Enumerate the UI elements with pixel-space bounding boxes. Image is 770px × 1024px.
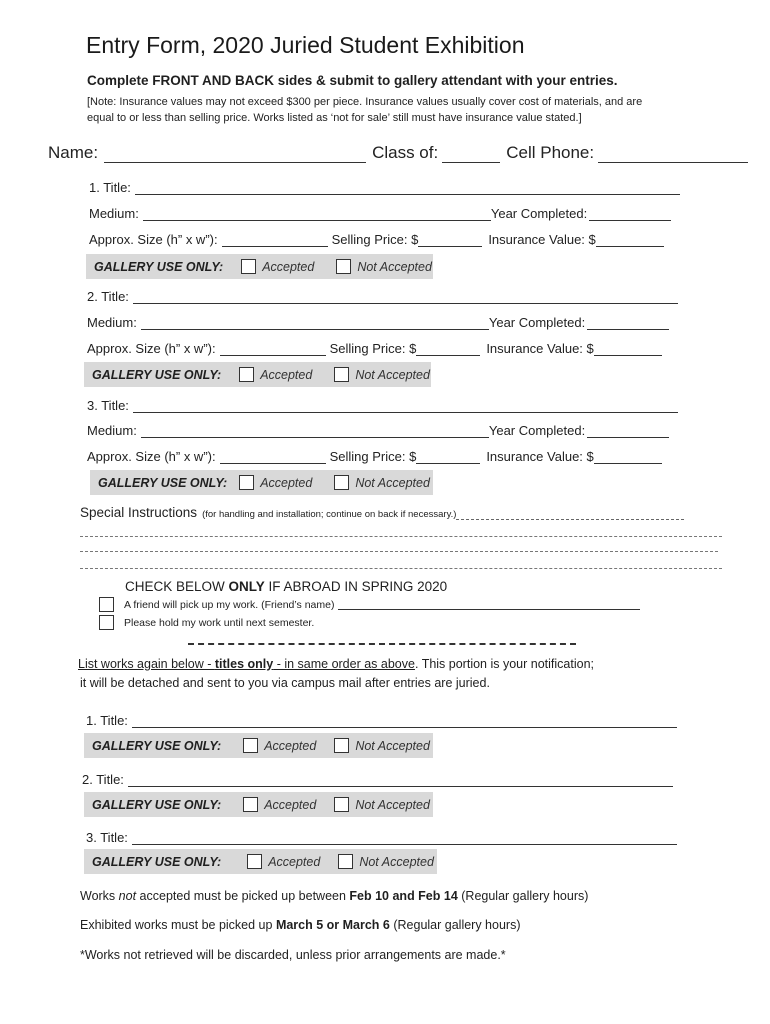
accepted-option[interactable]: Accepted [239,367,312,382]
abroad-option-friend[interactable]: A friend will pick up my work. (Friend’s name) [99,597,640,612]
special-instructions-field[interactable] [456,509,684,520]
price-label: Selling Price: $ [331,232,419,247]
checkbox-icon[interactable] [334,367,349,382]
checkbox-icon[interactable] [334,797,349,812]
checkbox-icon[interactable] [334,738,349,753]
repeat-entry-1 [86,713,677,728]
gallery-use-box [84,733,433,758]
name-label: Name: [48,143,99,162]
accepted-option[interactable]: Accepted [239,475,312,490]
checkbox-icon[interactable] [243,738,258,753]
student-info-row [48,143,748,163]
gallery-use-label: GALLERY USE ONLY: [92,854,222,869]
gallery-use-box [86,254,433,279]
medium-label: Medium: [89,206,139,221]
accepted-option[interactable]: Accepted [247,854,320,869]
name-field[interactable] [104,148,366,163]
checkbox-icon[interactable] [336,259,351,274]
class-field[interactable] [442,148,500,163]
entry-title-field[interactable] [133,398,678,413]
price-field[interactable] [416,449,480,464]
price-label: Selling Price: $ [329,449,417,464]
insurance-field[interactable] [594,449,662,464]
checkbox-icon[interactable] [239,475,254,490]
special-instructions-line[interactable] [80,551,718,552]
entry-title-label: 1. Title: [86,713,128,728]
accepted-option[interactable]: Accepted [243,797,316,812]
pickup-not-accepted-text: Works not accepted must be picked up between Feb 10 and Feb 14 (Regular gallery hours) [80,889,589,903]
insurance-label: Insurance Value: $ [486,449,594,464]
checkbox-icon[interactable] [99,615,114,630]
entry-title-field[interactable] [132,830,677,845]
medium-field[interactable] [141,423,489,438]
gallery-use-label: GALLERY USE ONLY: [92,738,222,753]
discard-notice: *Works not retrieved will be discarded, unless prior arrangements are made.* [80,948,506,962]
entry-title-label: 2. Title: [87,289,129,304]
special-instructions-line[interactable] [80,568,722,569]
gallery-use-box [90,470,433,495]
form-title: Entry Form, 2020 Juried Student Exhibition [86,32,525,58]
repeat-entry-3 [86,830,677,845]
notification-line1: List works again below - titles only - in same order as above. This portion is your notification; [78,657,594,671]
year-field[interactable] [589,206,671,221]
insurance-field[interactable] [594,341,662,356]
entry-title-label: 3. Title: [87,398,129,413]
medium-field[interactable] [143,206,491,221]
year-label: Year Completed: [490,206,588,221]
not-accepted-option[interactable]: Not Accepted [334,797,430,812]
medium-label: Medium: [87,315,137,330]
size-label: Approx. Size (h” x w”): [87,449,216,464]
checkbox-icon[interactable] [243,797,258,812]
pickup-exhibited-text: Exhibited works must be picked up March 5 or March 6 (Regular gallery hours) [80,918,521,932]
class-label: Class of: [372,143,439,162]
form-subtitle: Complete FRONT AND BACK sides & submit to gallery attendant with your entries. [87,73,618,88]
special-instructions-hint: (for handling and installation; continue on back if necessary.) [202,509,457,520]
price-label: Selling Price: $ [329,341,417,356]
insurance-field[interactable] [596,232,664,247]
year-label: Year Completed: [488,315,586,330]
entry-title-field[interactable] [128,772,673,787]
not-accepted-option[interactable]: Not Accepted [334,475,430,490]
entry-title-field[interactable] [133,289,678,304]
size-field[interactable] [220,341,326,356]
abroad-option-hold[interactable]: Please hold my work until next semester. [99,615,314,630]
not-accepted-option[interactable]: Not Accepted [334,738,430,753]
insurance-label: Insurance Value: $ [488,232,596,247]
entry-title-field[interactable] [135,180,680,195]
entry-title-label: 1. Title: [89,180,131,195]
gallery-use-label: GALLERY USE ONLY: [94,259,224,274]
year-field[interactable] [587,423,669,438]
size-field[interactable] [220,449,326,464]
entry-title-field[interactable] [132,713,677,728]
size-label: Approx. Size (h” x w”): [89,232,218,247]
friend-name-field[interactable] [338,599,640,610]
entry-title-label: 3. Title: [86,830,128,845]
gallery-use-box [84,362,431,387]
phone-field[interactable] [598,148,748,163]
gallery-use-label: GALLERY USE ONLY: [98,475,228,490]
size-label: Approx. Size (h” x w”): [87,341,216,356]
checkbox-icon[interactable] [239,367,254,382]
gallery-use-label: GALLERY USE ONLY: [92,797,222,812]
checkbox-icon[interactable] [241,259,256,274]
medium-label: Medium: [87,423,137,438]
accepted-option[interactable]: Accepted [243,738,316,753]
notification-line2: it will be detached and sent to you via campus mail after entries are juried. [80,676,490,690]
gallery-use-box [84,849,437,874]
checkbox-icon[interactable] [338,854,353,869]
checkbox-icon[interactable] [334,475,349,490]
insurance-note-line2: equal to or less than selling price. Works listed as ‘not for sale’ still must have insurance value stated.] [87,112,582,124]
phone-label: Cell Phone: [506,143,595,162]
medium-field[interactable] [141,315,489,330]
insurance-label: Insurance Value: $ [486,341,594,356]
checkbox-icon[interactable] [247,854,262,869]
price-field[interactable] [418,232,482,247]
not-accepted-option[interactable]: Not Accepted [338,854,434,869]
not-accepted-option[interactable]: Not Accepted [334,367,430,382]
special-instructions-row [80,505,684,520]
special-instructions-label: Special Instructions [80,505,198,520]
year-label: Year Completed: [488,423,586,438]
not-accepted-option[interactable]: Not Accepted [336,259,432,274]
entry-title-label: 2. Title: [82,772,124,787]
tear-off-divider [188,643,576,645]
year-field[interactable] [587,315,669,330]
special-instructions-line[interactable] [80,536,722,537]
gallery-use-label: GALLERY USE ONLY: [92,367,222,382]
insurance-note-line1: [Note: Insurance values may not exceed $300 per piece. Insurance values usually cover cost of materials, and are [87,96,643,108]
size-field[interactable] [222,232,328,247]
gallery-use-box [84,792,433,817]
repeat-entry-2 [82,772,673,787]
checkbox-icon[interactable] [99,597,114,612]
accepted-option[interactable]: Accepted [241,259,314,274]
price-field[interactable] [416,341,480,356]
abroad-heading: CHECK BELOW ONLY IF ABROAD IN SPRING 2020 [125,579,448,594]
